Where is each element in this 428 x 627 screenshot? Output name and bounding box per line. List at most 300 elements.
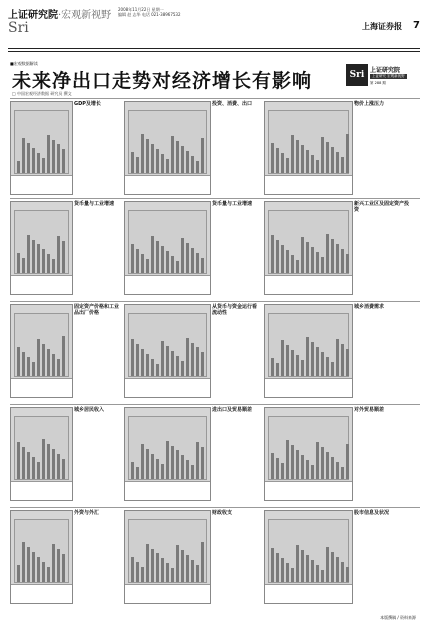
- chart-bar: [141, 567, 144, 583]
- chart-bar: [27, 143, 30, 173]
- chart-bar: [316, 252, 319, 273]
- chart-bar: [276, 458, 279, 479]
- paper-name: 上海证券报: [362, 21, 402, 31]
- chart-bar: [171, 256, 174, 273]
- chart-panel: [10, 304, 73, 398]
- chart-plot-area: [268, 313, 349, 377]
- article-column: [74, 201, 121, 293]
- chart-data-table: [125, 175, 210, 194]
- chart-bar: [146, 259, 149, 273]
- chart-bar: [286, 440, 289, 479]
- chart-bar: [271, 358, 274, 376]
- chart-data-table: [265, 378, 352, 397]
- chart-bar: [27, 547, 30, 582]
- chart-bar: [286, 345, 289, 376]
- chart-panel: [124, 407, 211, 501]
- headline: 未来净出口走势对经济增长有影响: [12, 70, 313, 92]
- chart-panel: [124, 510, 211, 604]
- chart-plot-area: [14, 519, 69, 583]
- chart-panel: [124, 201, 211, 295]
- chart-bar: [161, 464, 164, 480]
- article-title: 新兴工业区及固定资产投资: [354, 201, 410, 213]
- chart-bar: [47, 567, 50, 582]
- chart-bar: [276, 148, 279, 173]
- chart-bar: [62, 554, 65, 582]
- chart-bar: [271, 143, 274, 173]
- chart-bar: [336, 152, 339, 173]
- article-column: [354, 201, 409, 293]
- chart-bar: [27, 452, 30, 479]
- logo-tag: 上证研究 宏观新视野: [372, 74, 405, 78]
- chart-bar: [136, 344, 139, 376]
- footer-credit: 本版撰稿 / 资料来源: [380, 615, 416, 620]
- chart-bar: [301, 237, 304, 273]
- chart-bar: [271, 235, 274, 273]
- article-column: [212, 304, 261, 396]
- chart-bar: [176, 545, 179, 582]
- chart-bar: [37, 244, 40, 273]
- chart-bar: [181, 146, 184, 173]
- article-title: 货币量与工业增速: [74, 201, 115, 207]
- chart-data-table: [11, 275, 72, 294]
- chart-bar: [311, 155, 314, 173]
- chart-bar: [171, 446, 174, 479]
- chart-bar: [271, 453, 274, 479]
- chart-bar: [296, 260, 299, 273]
- chart-bar: [156, 364, 159, 376]
- chart-bar: [166, 159, 169, 173]
- chart-bar: [326, 452, 329, 479]
- chart-bar: [151, 454, 154, 479]
- chart-plot-area: [14, 210, 69, 274]
- chart-bar: [166, 251, 169, 273]
- chart-bar: [196, 253, 199, 273]
- chart-plot-area: [268, 416, 349, 480]
- chart-bar: [281, 558, 284, 582]
- chart-bar: [161, 246, 164, 273]
- chart-bar: [47, 444, 50, 479]
- chart-bar: [181, 361, 184, 377]
- chart-bar: [346, 349, 349, 376]
- article-column: [212, 101, 261, 193]
- article-column: [74, 101, 121, 193]
- chart-data-table: [11, 378, 72, 397]
- chart-bar: [181, 238, 184, 273]
- chart-bar: [301, 360, 304, 376]
- chart-bar: [341, 562, 344, 582]
- chart-bar: [311, 465, 314, 479]
- chart-bar: [151, 549, 154, 582]
- chart-bar: [131, 339, 134, 376]
- chart-bar: [176, 450, 179, 479]
- article-column: [354, 407, 409, 499]
- chart-bar: [341, 467, 344, 479]
- chart-bar: [141, 349, 144, 376]
- chart-bar: [156, 241, 159, 273]
- chart-bar: [306, 555, 309, 582]
- article-title: 投资、消费、出口: [212, 101, 253, 107]
- byline: □ 中国宏观经济数据 研究员 撰文: [12, 91, 72, 96]
- article-column: [74, 407, 121, 499]
- chart-bar: [341, 344, 344, 376]
- chart-plot-area: [128, 313, 207, 377]
- chart-bar: [191, 343, 194, 376]
- chart-bar: [181, 455, 184, 479]
- chart-bar: [176, 141, 179, 173]
- chart-data-table: [11, 481, 72, 500]
- chart-bar: [311, 247, 314, 273]
- chart-bar: [296, 140, 299, 173]
- chart-bar: [57, 454, 60, 479]
- chart-data-table: [265, 584, 352, 603]
- article-title: 股市信息及状况: [354, 510, 390, 516]
- chart-bar: [17, 565, 20, 582]
- chart-bar: [331, 239, 334, 273]
- chart-plot-area: [128, 519, 207, 583]
- article-title: 进出口及贸易顺差: [212, 407, 253, 413]
- chart-bar: [316, 347, 319, 376]
- article-title: 固定资产价格和工业品出厂价格: [74, 304, 120, 316]
- institute-logo: [346, 64, 416, 88]
- chart-bar: [186, 243, 189, 273]
- chart-bar: [346, 254, 349, 273]
- kicker: ■宏观数据解读: [10, 61, 38, 66]
- chart-bar: [57, 236, 60, 273]
- chart-panel: [10, 201, 73, 295]
- chart-bar: [281, 245, 284, 273]
- chart-bar: [52, 449, 55, 479]
- logo-name: 上证研究院: [370, 67, 401, 74]
- chart-bar: [156, 149, 159, 173]
- article-column: [212, 407, 261, 499]
- chart-panel: [10, 407, 73, 501]
- section-band: [10, 507, 420, 604]
- chart-bar: [131, 152, 134, 173]
- chart-bar: [136, 467, 139, 479]
- chart-bar: [301, 550, 304, 582]
- chart-bar: [131, 244, 134, 273]
- chart-bar: [136, 562, 139, 582]
- article-title: 从货币与资金运行看流动性: [212, 304, 258, 316]
- article-column: [354, 510, 409, 602]
- chart-plot-area: [14, 313, 69, 377]
- chart-bar: [176, 356, 179, 376]
- section-band: [10, 198, 420, 295]
- chart-bar: [306, 242, 309, 273]
- chart-panel: [124, 101, 211, 195]
- chart-bar: [321, 570, 324, 582]
- chart-bar: [331, 552, 334, 582]
- chart-bar: [321, 257, 324, 273]
- chart-bar: [306, 460, 309, 479]
- chart-panel: [264, 510, 353, 604]
- chart-bar: [296, 450, 299, 479]
- chart-data-table: [125, 378, 210, 397]
- chart-bar: [316, 160, 319, 173]
- chart-data-table: [125, 584, 210, 603]
- chart-bar: [52, 140, 55, 173]
- chart-bar: [62, 459, 65, 479]
- chart-bar: [161, 558, 164, 582]
- article-title: 财政收支: [212, 510, 233, 516]
- chart-bar: [346, 444, 349, 479]
- article-column: [74, 510, 121, 602]
- chart-bar: [176, 261, 179, 273]
- chart-bar: [196, 565, 199, 582]
- chart-bar: [32, 362, 35, 376]
- article-column: [354, 101, 409, 193]
- article-column: [354, 304, 409, 396]
- chart-bar: [22, 352, 25, 376]
- chart-bar: [186, 338, 189, 376]
- chart-bar: [131, 462, 134, 479]
- chart-bar: [316, 565, 319, 582]
- chart-data-table: [11, 175, 72, 194]
- chart-bar: [42, 562, 45, 582]
- chart-bar: [42, 158, 45, 174]
- masthead-rule: [8, 48, 420, 49]
- chart-bar: [286, 158, 289, 173]
- chart-bar: [32, 148, 35, 173]
- chart-bar: [341, 157, 344, 173]
- section-band: [10, 98, 420, 195]
- chart-bar: [201, 138, 204, 173]
- section-band: [10, 404, 420, 501]
- chart-bar: [52, 354, 55, 376]
- chart-bar: [191, 248, 194, 273]
- chart-bar: [331, 457, 334, 479]
- chart-bar: [201, 542, 204, 582]
- brand: 上证研究院·宏观新视野: [8, 10, 112, 21]
- chart-panel: [264, 304, 353, 398]
- chart-panel: [264, 407, 353, 501]
- dateline: 2008年11月22日 星期一 编辑 赵 志华 电话 021-38967532: [118, 7, 181, 17]
- chart-bar: [326, 547, 329, 582]
- chart-bar: [17, 347, 20, 376]
- chart-data-table: [125, 481, 210, 500]
- chart-bar: [326, 142, 329, 173]
- chart-plot-area: [14, 416, 69, 480]
- chart-bar: [32, 240, 35, 273]
- chart-bar: [166, 346, 169, 376]
- article-title: 城乡居民收入: [74, 407, 105, 413]
- section-mark: Sri: [8, 20, 29, 36]
- chart-bar: [42, 344, 45, 376]
- section-band: [10, 301, 420, 398]
- chart-bar: [22, 258, 25, 274]
- chart-bar: [201, 258, 204, 274]
- chart-bar: [146, 449, 149, 479]
- page-number: 7: [413, 20, 420, 31]
- chart-bar: [141, 254, 144, 273]
- chart-bar: [196, 442, 199, 479]
- chart-plot-area: [128, 416, 207, 480]
- chart-bar: [151, 359, 154, 376]
- chart-bar: [296, 355, 299, 376]
- chart-bar: [281, 463, 284, 479]
- chart-bar: [321, 137, 324, 173]
- chart-data-table: [11, 584, 72, 603]
- chart-bar: [151, 236, 154, 273]
- article-title: GDP及增长: [74, 101, 101, 107]
- chart-panel: [264, 201, 353, 295]
- chart-bar: [336, 339, 339, 376]
- article-column: [212, 510, 261, 602]
- article-title: 外资与外汇: [74, 510, 100, 516]
- chart-bar: [276, 240, 279, 273]
- chart-bar: [166, 563, 169, 582]
- chart-bar: [136, 157, 139, 173]
- chart-bar: [37, 153, 40, 173]
- chart-data-table: [265, 275, 352, 294]
- chart-bar: [62, 241, 65, 273]
- chart-bar: [191, 465, 194, 479]
- chart-bar: [47, 349, 50, 376]
- chart-bar: [151, 144, 154, 173]
- chart-bar: [296, 545, 299, 582]
- chart-bar: [27, 357, 30, 376]
- chart-bar: [286, 250, 289, 273]
- chart-bar: [281, 153, 284, 173]
- logo-issue: 第 288 期: [370, 81, 386, 85]
- chart-bar: [196, 161, 199, 173]
- article-title: 城乡消费需求: [354, 304, 385, 310]
- chart-plot-area: [268, 210, 349, 274]
- chart-bar: [336, 462, 339, 479]
- chart-bar: [161, 154, 164, 173]
- chart-bar: [276, 363, 279, 376]
- chart-data-table: [265, 481, 352, 500]
- chart-bar: [42, 249, 45, 273]
- chart-bar: [316, 442, 319, 479]
- chart-bar: [306, 150, 309, 173]
- chart-bar: [191, 156, 194, 173]
- chart-bar: [271, 548, 274, 582]
- chart-bar: [171, 568, 174, 582]
- chart-bar: [146, 544, 149, 582]
- chart-bar: [141, 134, 144, 173]
- chart-bar: [141, 444, 144, 479]
- chart-bar: [281, 340, 284, 376]
- chart-bar: [301, 455, 304, 479]
- chart-bar: [22, 542, 25, 582]
- chart-plot-area: [128, 110, 207, 174]
- chart-bar: [136, 249, 139, 273]
- chart-bar: [37, 339, 40, 376]
- chart-bar: [331, 147, 334, 173]
- chart-bar: [47, 135, 50, 173]
- chart-bar: [326, 357, 329, 376]
- chart-bar: [47, 254, 50, 273]
- chart-bar: [52, 259, 55, 273]
- chart-bar: [166, 441, 169, 479]
- chart-bar: [276, 553, 279, 582]
- chart-bar: [201, 352, 204, 376]
- chart-bar: [37, 557, 40, 582]
- chart-bar: [131, 557, 134, 582]
- chart-bar: [37, 462, 40, 479]
- masthead: [8, 6, 420, 44]
- article-title: 对外贸易顺差: [354, 407, 385, 413]
- chart-bar: [57, 549, 60, 582]
- chart-bar: [321, 352, 324, 376]
- chart-bar: [156, 553, 159, 582]
- chart-bar: [22, 138, 25, 173]
- chart-bar: [306, 337, 309, 376]
- chart-bar: [17, 253, 20, 273]
- chart-bar: [321, 447, 324, 479]
- chart-bar: [346, 134, 349, 173]
- chart-panel: [264, 101, 353, 195]
- chart-bar: [291, 135, 294, 173]
- chart-bar: [336, 244, 339, 273]
- chart-bar: [62, 336, 65, 376]
- chart-bar: [22, 447, 25, 479]
- chart-bar: [27, 235, 30, 273]
- masthead-rule-thin: [8, 51, 420, 52]
- chart-bar: [181, 550, 184, 582]
- chart-panel: [124, 304, 211, 398]
- chart-bar: [42, 439, 45, 479]
- chart-bar: [301, 145, 304, 173]
- chart-bar: [156, 459, 159, 479]
- article-title: 货币量与工业增速: [212, 201, 253, 207]
- chart-bar: [196, 347, 199, 376]
- chart-bar: [186, 555, 189, 582]
- chart-bar: [171, 136, 174, 173]
- chart-bar: [311, 342, 314, 376]
- chart-bar: [336, 557, 339, 582]
- chart-bar: [186, 460, 189, 479]
- chart-bar: [291, 350, 294, 376]
- chart-bar: [146, 139, 149, 173]
- logo-mark: Sri: [346, 64, 368, 86]
- chart-bar: [32, 552, 35, 582]
- chart-bar: [311, 560, 314, 582]
- chart-bar: [291, 568, 294, 582]
- chart-data-table: [125, 275, 210, 294]
- chart-plot-area: [128, 210, 207, 274]
- chart-panel: [10, 101, 73, 195]
- article-column: [212, 201, 261, 293]
- chart-panel: [10, 510, 73, 604]
- chart-bar: [62, 149, 65, 173]
- chart-bar: [17, 442, 20, 479]
- chart-bar: [191, 560, 194, 582]
- chart-bar: [57, 144, 60, 173]
- chart-bar: [57, 359, 60, 376]
- chart-bar: [171, 351, 174, 376]
- chart-bar: [161, 341, 164, 376]
- chart-bar: [326, 234, 329, 273]
- chart-bar: [291, 445, 294, 479]
- chart-bar: [331, 362, 334, 376]
- chart-plot-area: [268, 110, 349, 174]
- chart-data-table: [265, 175, 352, 194]
- chart-plot-area: [14, 110, 69, 174]
- chart-bar: [346, 567, 349, 583]
- chart-bar: [201, 447, 204, 479]
- chart-bar: [146, 354, 149, 376]
- chart-bar: [186, 151, 189, 173]
- chart-bar: [341, 249, 344, 273]
- chart-bar: [52, 544, 55, 582]
- article-column: [74, 304, 121, 396]
- chart-plot-area: [268, 519, 349, 583]
- chart-bar: [32, 457, 35, 479]
- chart-bar: [17, 161, 20, 173]
- chart-bar: [286, 563, 289, 582]
